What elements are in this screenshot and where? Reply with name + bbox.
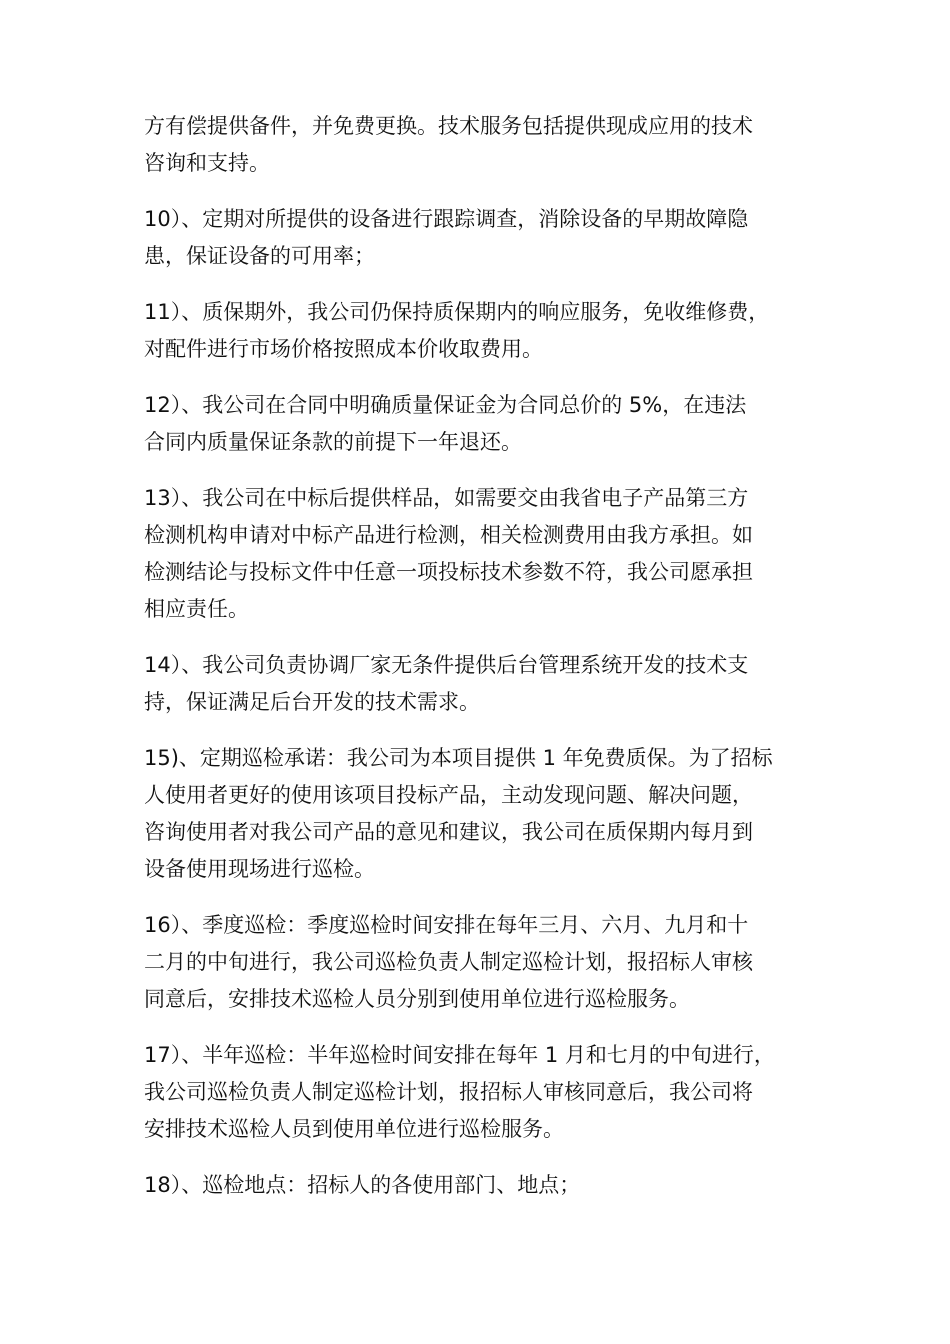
paragraph-item-14: 14）、我公司负责协调厂家无条件提供后台管理系统开发的技术支 持，保证满足后台开发的技术需求。	[144, 653, 749, 714]
paragraph-spare-parts-continuation: 方有偿提供备件，并免费更换。技术服务包括提供现成应用的技术 咨询和支持。	[144, 114, 753, 175]
paragraph-item-16: 16）、季度巡检：季度巡检时间安排在每年三月、六月、九月和十 二月的中旬进行，我公司巡检负责人制定巡检计划，报招标人审核 同意后，安排技术巡检人员分别到使用单位进行巡检服务。	[144, 913, 753, 1011]
paragraph-item-13: 13）、我公司在中标后提供样品，如需要交由我省电子产品第三方 检测机构申请对中标产品进行检测，相关检测费用由我方承担。如 检测结论与投标文件中任意一项投标技术参数不符，我公司愿承担 相应责任。	[144, 486, 753, 621]
paragraph-item-17: 17）、半年巡检：半年巡检时间安排在每年 1 月和七月的中旬进行， 我公司巡检负责人制定巡检计划，报招标人审核同意后，我公司将 安排技术巡检人员到使用单位进行巡检服务。	[144, 1043, 775, 1141]
paragraph-item-10: 10）、定期对所提供的设备进行跟踪调查，消除设备的早期故障隐 患，保证设备的可用率；	[144, 207, 749, 268]
paragraph-item-11: 11）、质保期外，我公司仍保持质保期内的响应服务，免收维修费， 对配件进行市场价格按照成本价收取费用。	[144, 300, 770, 361]
paragraph-item-12: 12）、我公司在合同中明确质量保证金为合同总价的 5%，在违法 合同内质量保证条款的前提下一年退还。	[144, 393, 747, 454]
paragraph-item-15: 15)、定期巡检承诺：我公司为本项目提供 1 年免费质保。为了招标 人使用者更好的使用该项目投标产品，主动发现问题、解决问题， 咨询使用者对我公司产品的意见和建议，我公司在质保期内每月到 设备使用现场进行巡检。	[144, 746, 773, 881]
paragraph-item-18: 18）、巡检地点：招标人的各使用部门、地点；	[144, 1173, 581, 1197]
document-body	[144, 108, 834, 1223]
